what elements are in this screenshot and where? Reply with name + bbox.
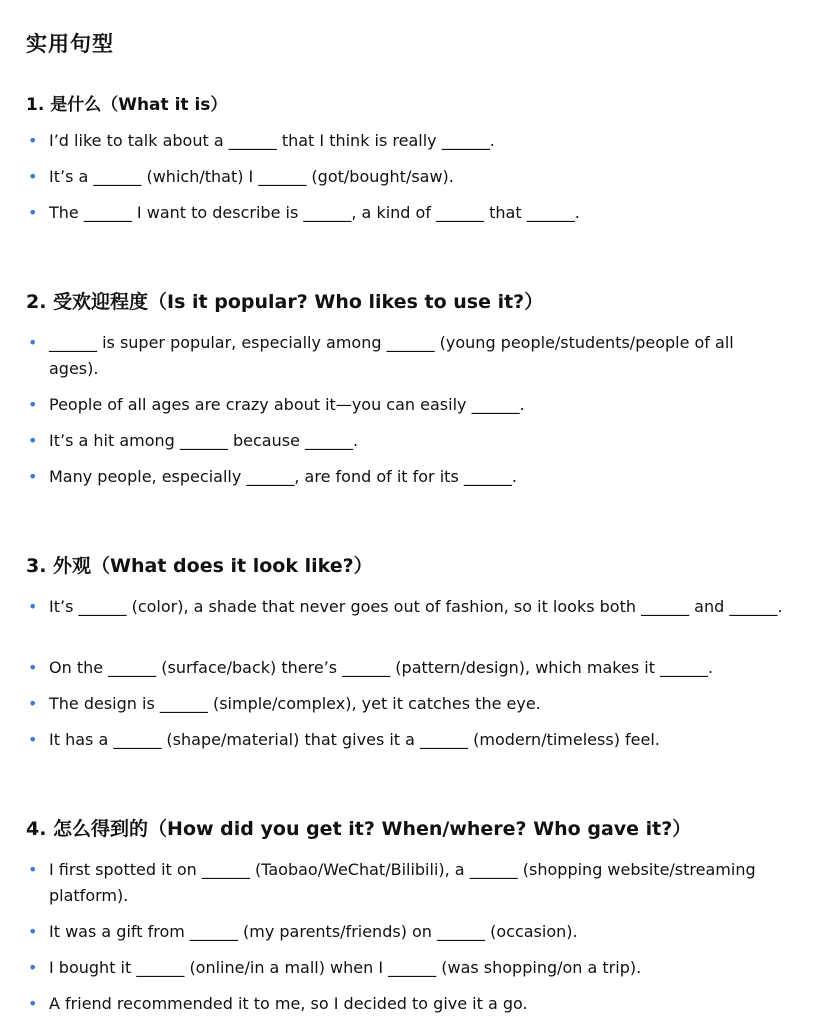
bullet-icon: • (28, 860, 38, 879)
list-item (26, 464, 786, 490)
bullet-icon: • (28, 958, 38, 977)
item-text: The design is ______ (simple/complex), yet it catches the eye. (49, 694, 541, 713)
list-item (26, 727, 786, 753)
list-item (26, 428, 786, 454)
item-text: It was a gift from ______ (my parents/friends) on ______ (occasion). (49, 922, 578, 941)
item-text: It’s ______ (color), a shade that never goes out of fashion, so it looks both ______ and ______. (49, 597, 783, 616)
item-text: It’s a ______ (which/that) I ______ (got/bought/saw). (49, 167, 454, 186)
section-heading: 3. 外观（What does it look like?） (26, 555, 373, 577)
item-text: ______ is super popular, especially among ______ (young people/students/people of all ages). (49, 333, 734, 378)
item-text: The ______ I want to describe is ______, a kind of ______ that ______. (49, 203, 580, 222)
bullet-icon: • (28, 167, 38, 186)
list-item (26, 857, 786, 909)
item-text: Many people, especially ______, are fond of it for its ______. (49, 467, 517, 486)
item-text: It has a ______ (shape/material) that gives it a ______ (modern/timeless) feel. (49, 730, 660, 749)
list-item (26, 128, 786, 154)
bullet-icon: • (28, 431, 38, 450)
section-heading: 4. 怎么得到的（How did you get it? When/where? Who gave it?） (26, 818, 692, 840)
list-item (26, 330, 786, 382)
item-text: On the ______ (surface/back) there’s ______ (pattern/design), which makes it ______. (49, 658, 714, 677)
list-item (26, 200, 786, 226)
item-text: A friend recommended it to me, so I decided to give it a go. (49, 994, 528, 1013)
list-item (26, 955, 786, 981)
page-title: 实用句型 (26, 32, 114, 56)
bullet-icon: • (28, 658, 38, 677)
item-text: I bought it ______ (online/in a mall) when I ______ (was shopping/on a trip). (49, 958, 642, 977)
bullet-icon: • (28, 694, 38, 713)
list-item (26, 655, 786, 681)
list-item (26, 691, 786, 717)
bullet-icon: • (28, 597, 38, 616)
bullet-icon: • (28, 994, 38, 1013)
list-item (26, 919, 786, 945)
bullet-icon: • (28, 131, 38, 150)
item-text: People of all ages are crazy about it—you can easily ______. (49, 395, 525, 414)
bullet-icon: • (28, 395, 38, 414)
bullet-icon: • (28, 333, 38, 352)
bullet-icon: • (28, 203, 38, 222)
bullet-icon: • (28, 730, 38, 749)
item-text: It’s a hit among ______ because ______. (49, 431, 359, 450)
bullet-icon: • (28, 922, 38, 941)
item-text: I’d like to talk about a ______ that I think is really ______. (49, 131, 495, 150)
list-item (26, 991, 786, 1017)
section-heading: 1. 是什么（What it is） (26, 95, 228, 115)
list-item (26, 392, 786, 418)
list-item (26, 164, 786, 190)
section-heading: 2. 受欢迎程度（Is it popular? Who likes to use it?） (26, 291, 544, 313)
item-text: I first spotted it on ______ (Taobao/WeChat/Bilibili), a ______ (shopping website/streaming platform). (49, 860, 756, 905)
bullet-icon: • (28, 467, 38, 486)
list-item (26, 594, 786, 620)
